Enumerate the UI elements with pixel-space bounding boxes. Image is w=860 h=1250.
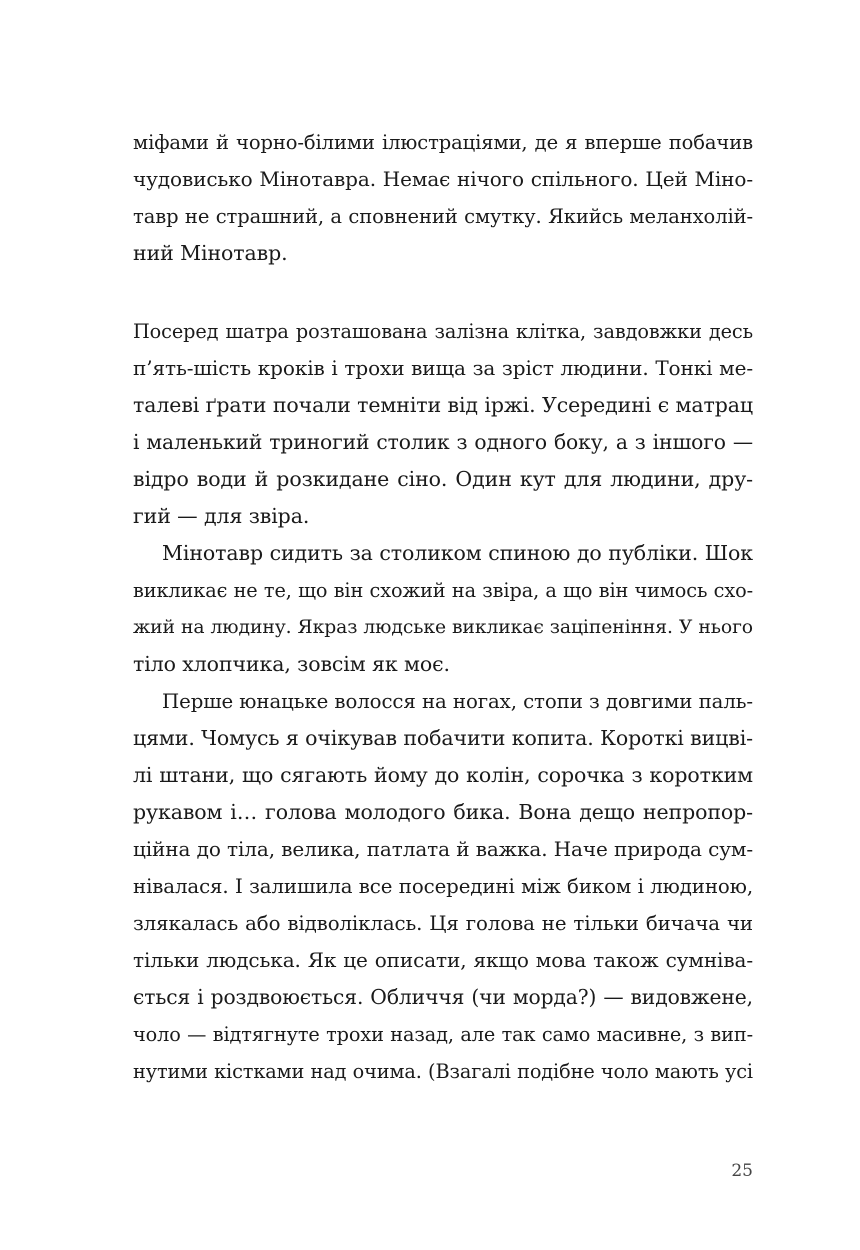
text-line: тільки людська. Як це описати, якщо мова також сумніва- xyxy=(133,948,753,972)
text-line: і маленький триногий столик з одного боку, а з іншого — xyxy=(133,430,753,454)
paragraph xyxy=(133,535,753,683)
paragraph xyxy=(133,124,753,272)
text-line: талеві ґрати почали темніти від іржі. Усередині є матрац xyxy=(133,393,753,417)
text-line: Перше юнацьке волосся на ногах, стопи з довгими паль- xyxy=(162,690,753,713)
text-line: тавр не страшний, а сповнений смутку. Якийсь меланхолій- xyxy=(133,205,753,228)
text-line: нутими кістками над очима. (Взагалі подібне чоло мають усі xyxy=(133,1060,753,1083)
text-line: ний Мінотавр. xyxy=(133,241,288,265)
text-block-main xyxy=(133,313,753,1090)
text-line: гий — для звіра. xyxy=(133,504,310,528)
text-line: тіло хлопчика, зовсім як моє. xyxy=(133,652,450,676)
text-line: лі штани, що сягають йому до колін, сорочка з коротким xyxy=(133,763,753,787)
text-block-top xyxy=(133,124,753,272)
text-line: ється і роздвоюється. Обличчя (чи морда?) — видовжене, xyxy=(133,985,753,1009)
text-line: злякалась або відволіклась. Ця голова не тільки бичача чи xyxy=(133,912,753,935)
text-line: викликає не те, що він схожий на звіра, а що він чимось схо- xyxy=(133,579,753,602)
text-line: Мінотавр сидить за столиком спиною до публіки. Шок xyxy=(162,541,753,565)
text-line: нівалася. І залишила все посередині між биком і людиною, xyxy=(133,875,753,898)
text-line: міфами й чорно-білими ілюстраціями, де я вперше побачив xyxy=(133,131,753,154)
text-line: жий на людину. Якраз людське викликає заціпеніння. У нього xyxy=(133,617,753,638)
text-line: чоло — відтягнуте трохи назад, але так само масивне, з вип- xyxy=(133,1023,753,1046)
text-line: п’ять-шість кроків і трохи вища за зріст людини. Тонкі ме- xyxy=(133,356,753,380)
text-line: Посеред шатра розташована залізна клітка, завдовжки десь xyxy=(133,320,753,343)
text-line: чудовисько Мінотавра. Немає нічого спільного. Цей Міно- xyxy=(133,167,753,191)
text-line: цями. Чомусь я очікував побачити копита. Короткі вицві- xyxy=(133,726,753,750)
paragraph xyxy=(133,313,753,535)
text-line: рукавом і… голова молодого бика. Вона дещо непропор- xyxy=(133,800,753,824)
text-line: ційна до тіла, велика, патлата й важка. Наче природа сум- xyxy=(133,837,753,861)
text-line: відро води й розкидане сіно. Один кут для людини, дру- xyxy=(133,467,753,491)
page-number: 25 xyxy=(731,1161,753,1181)
paragraph xyxy=(133,683,753,1090)
